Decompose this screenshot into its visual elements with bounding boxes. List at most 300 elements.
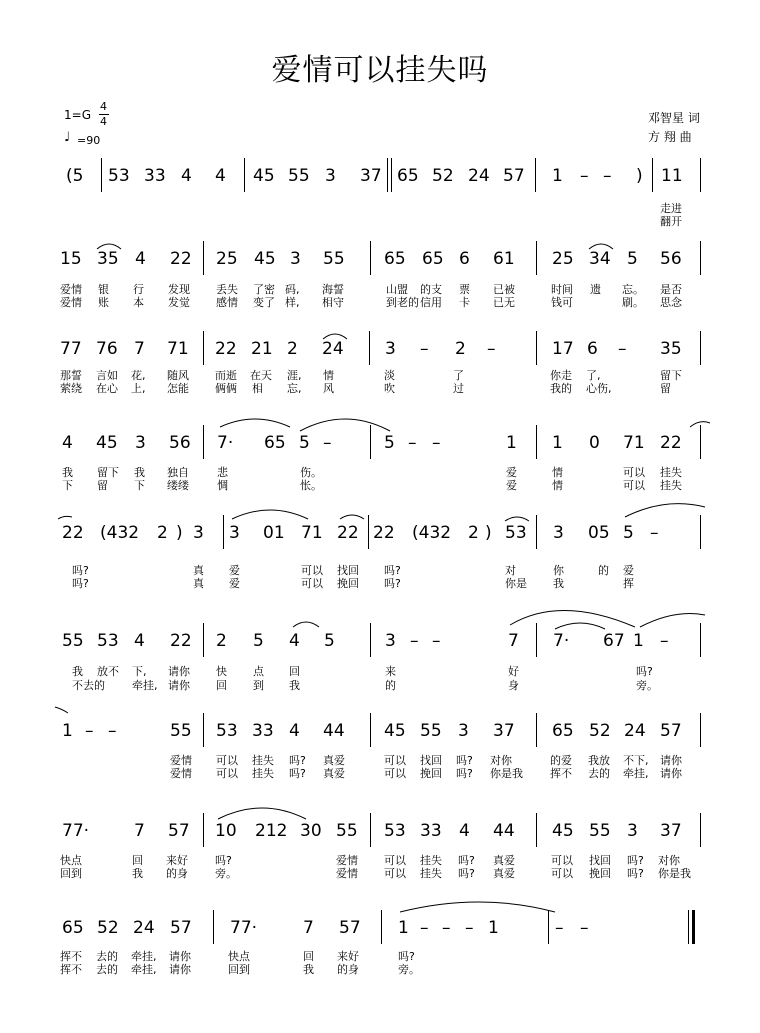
- score-row-9: [0, 910, 760, 1005]
- lyric: 回到: [60, 867, 82, 880]
- lyrics-verse-1: [0, 950, 760, 963]
- lyric: 卡: [459, 296, 470, 309]
- note: 3: [325, 166, 336, 186]
- note: 65: [384, 249, 406, 269]
- song-title: 爱情可以挂失吗: [271, 53, 489, 88]
- note: 25: [216, 249, 238, 269]
- note: 57: [339, 918, 361, 938]
- lyric: 了,: [586, 369, 601, 382]
- lyric: 怎能: [167, 382, 189, 395]
- lyric: 来好: [166, 854, 188, 867]
- note: 57: [503, 166, 525, 186]
- lyric: 可以: [301, 577, 323, 590]
- lyric: 放不: [97, 665, 119, 678]
- note: 5: [253, 631, 264, 651]
- note: 22: [62, 523, 84, 543]
- lyric: 我: [289, 679, 300, 692]
- note: 37: [493, 721, 515, 741]
- lyric: 请你: [168, 679, 190, 692]
- lyric: 在天: [250, 369, 272, 382]
- note: 53: [97, 631, 119, 651]
- note: 57: [168, 821, 190, 841]
- note: 22: [170, 249, 192, 269]
- lyrics-verse-1: [0, 854, 760, 867]
- lyric: 找回: [337, 564, 359, 577]
- lyric: 爱情: [336, 854, 358, 867]
- note: 44: [493, 821, 515, 841]
- note: 4: [289, 721, 300, 741]
- note: 17: [552, 339, 574, 359]
- note: 45: [552, 821, 574, 841]
- slur: [0, 515, 760, 555]
- lyric: 本: [133, 296, 144, 309]
- lyric: 回: [132, 854, 143, 867]
- note: 56: [660, 249, 682, 269]
- lyrics-verse-2: [0, 679, 760, 692]
- note: 45: [253, 166, 275, 186]
- note: 4: [459, 821, 470, 841]
- lyric: 爱情: [60, 283, 82, 296]
- lyric: 涯,: [287, 369, 302, 382]
- lyric: 丢失: [216, 283, 238, 296]
- lyric: 遗: [590, 283, 601, 296]
- lyric: 真爱: [493, 867, 515, 880]
- lyrics-verse-1: [0, 665, 760, 678]
- notation-line: [0, 158, 760, 198]
- note: 212: [255, 821, 288, 841]
- note: 3: [135, 433, 146, 453]
- note: 3: [229, 523, 240, 543]
- lyric: 样,: [285, 296, 300, 309]
- note: 7: [508, 631, 519, 651]
- note: 3: [290, 249, 301, 269]
- lyric: 了: [453, 369, 464, 382]
- note: 24: [133, 918, 155, 938]
- lyric: 爱: [506, 479, 517, 492]
- barline: [387, 158, 388, 192]
- lyric: 身: [508, 679, 519, 692]
- lyric: 牵挂,: [132, 679, 158, 692]
- note: 67: [603, 631, 625, 651]
- lyric: 缕缕: [167, 479, 189, 492]
- lyric: 回到: [228, 963, 250, 976]
- note: 3: [553, 523, 564, 543]
- lyric: 的身: [166, 867, 188, 880]
- note: 3: [385, 631, 396, 651]
- lyric: 是否: [660, 283, 682, 296]
- barline: [391, 158, 392, 192]
- note: 34: [589, 249, 611, 269]
- note: 77·: [230, 918, 258, 938]
- note: 53: [505, 523, 527, 543]
- lyric: 请你: [660, 754, 682, 767]
- lyric: 你是我: [658, 867, 691, 880]
- score-row-5: [0, 515, 760, 610]
- note: 76: [96, 339, 118, 359]
- note: 4: [289, 631, 300, 651]
- note: 24: [624, 721, 646, 741]
- time-signature-bottom: 4: [100, 115, 107, 128]
- lyric: 可以: [384, 867, 406, 880]
- note: –: [660, 631, 669, 651]
- note: 2: [216, 631, 227, 651]
- lyric: 可以: [623, 479, 645, 492]
- lyric: 忘。: [622, 283, 644, 296]
- note: 45: [96, 433, 118, 453]
- lyric: 山盟: [386, 283, 408, 296]
- lyric: 挥不: [550, 767, 572, 780]
- lyric: 可以: [551, 867, 573, 880]
- lyric: 挂失: [420, 867, 442, 880]
- note: 11: [661, 166, 683, 186]
- quarter-note-icon: ♩: [64, 130, 71, 145]
- lyric: 真: [193, 577, 204, 590]
- note: 22: [660, 433, 682, 453]
- key-signature: 1=G: [64, 108, 91, 122]
- lyric: 下: [134, 479, 145, 492]
- lyric: 真爱: [493, 854, 515, 867]
- note: 45: [384, 721, 406, 741]
- note: 77: [60, 339, 82, 359]
- slur: [0, 241, 760, 281]
- lyric: 真: [193, 564, 204, 577]
- lyric: 花,: [131, 369, 146, 382]
- lyric: 相守: [322, 296, 344, 309]
- note: 3: [193, 523, 204, 543]
- lyric: 而逝: [215, 369, 237, 382]
- note: 55: [336, 821, 358, 841]
- lyric: 点: [253, 665, 264, 678]
- lyric: 吗?: [289, 767, 306, 780]
- note: 35: [660, 339, 682, 359]
- lyric: 吗?: [627, 854, 644, 867]
- lyric: 可以: [623, 466, 645, 479]
- note: 5: [623, 523, 634, 543]
- note: –: [487, 339, 496, 359]
- score-row-3: [0, 331, 760, 426]
- lyric: 你是: [505, 577, 527, 590]
- lyric: 吗?: [72, 577, 89, 590]
- note: 10: [215, 821, 237, 841]
- lyric: 我: [62, 466, 73, 479]
- lyric: 挂失: [420, 854, 442, 867]
- lyric: 你是我: [490, 767, 523, 780]
- lyric: 发觉: [168, 296, 190, 309]
- note: 3: [627, 821, 638, 841]
- lyric: 吗?: [456, 754, 473, 767]
- lyric: 的身: [337, 963, 359, 976]
- note: –: [420, 918, 429, 938]
- lyric: 吗?: [636, 665, 653, 678]
- slur: [0, 623, 760, 663]
- note: –: [465, 918, 474, 938]
- lyric: 爱情: [336, 867, 358, 880]
- note: 1: [506, 433, 517, 453]
- lyrics-verse-2: [0, 963, 760, 976]
- lyric: 可以: [216, 767, 238, 780]
- note: 4: [215, 166, 226, 186]
- lyric: 已无: [493, 296, 515, 309]
- lyric: 牵挂,: [131, 950, 157, 963]
- note: 35: [97, 249, 119, 269]
- slur: [0, 910, 760, 950]
- lyric: 的支: [420, 283, 442, 296]
- lyric: 钱可: [551, 296, 573, 309]
- lyric: 爱: [229, 577, 240, 590]
- lyric: 情: [323, 369, 334, 382]
- lyric: 吗?: [458, 867, 475, 880]
- note: –: [650, 523, 659, 543]
- lyric: 好: [508, 665, 519, 678]
- lyric: 回: [216, 679, 227, 692]
- lyric: 吗?: [384, 564, 401, 577]
- lyric: 悲: [217, 466, 228, 479]
- lyric: 不去的: [72, 679, 105, 692]
- lyric: 挥不: [60, 950, 82, 963]
- note: 30: [300, 821, 322, 841]
- lyric: 爱: [623, 564, 634, 577]
- lyric: 心伤,: [586, 382, 612, 395]
- note: –: [85, 721, 94, 741]
- note: 61: [493, 249, 515, 269]
- lyric: 爱: [229, 564, 240, 577]
- lyric: 我的: [550, 382, 572, 395]
- lyric: 吗?: [215, 854, 232, 867]
- lyric: 翻开: [660, 215, 682, 228]
- lyric: 上,: [131, 382, 146, 395]
- lyric: 可以: [384, 754, 406, 767]
- note: 4: [62, 433, 73, 453]
- note: 5: [324, 631, 335, 651]
- lyric: 码,: [285, 283, 300, 296]
- lyric: 我: [72, 665, 83, 678]
- lyric: 走进: [660, 202, 682, 215]
- note: 57: [170, 918, 192, 938]
- lyric: 来好: [337, 950, 359, 963]
- note: 4: [134, 631, 145, 651]
- notation-line: [0, 331, 760, 371]
- lyric: 风: [323, 382, 334, 395]
- note: 4: [135, 249, 146, 269]
- notation-line: [0, 515, 760, 555]
- lyric: 已被: [493, 283, 515, 296]
- lyric: 去的: [588, 767, 610, 780]
- note: 21: [251, 339, 273, 359]
- lyrics-verse-2: [0, 382, 760, 395]
- lyric: 的爱: [550, 754, 572, 767]
- lyric: 伤。: [300, 466, 322, 479]
- lyric: 吗?: [289, 754, 306, 767]
- note: 55: [420, 721, 442, 741]
- score-row-4: [0, 425, 760, 520]
- lyric: 我: [303, 963, 314, 976]
- barline: [652, 158, 653, 192]
- lyric: 你走: [550, 369, 572, 382]
- lyric: 真爱: [323, 754, 345, 767]
- note: 5: [299, 433, 310, 453]
- lyric: 的: [598, 564, 609, 577]
- tempo-marking: =90: [77, 134, 101, 147]
- lyric: 来: [385, 665, 396, 678]
- lyric: 牵挂,: [131, 963, 157, 976]
- note: –: [442, 918, 451, 938]
- note: 2: [157, 523, 168, 543]
- lyric: 挂失: [660, 479, 682, 492]
- note: ): [485, 523, 492, 543]
- note: 7·: [217, 433, 234, 453]
- lyric: 下: [62, 479, 73, 492]
- lyric: 海誓: [322, 283, 344, 296]
- lyric: 相: [252, 382, 263, 395]
- lyric: 银: [98, 283, 109, 296]
- lyric: 情: [552, 479, 563, 492]
- note: 53: [108, 166, 130, 186]
- lyric: 吹: [384, 382, 395, 395]
- note: 22: [373, 523, 395, 543]
- note: (432: [100, 523, 140, 543]
- note: 1: [633, 631, 644, 651]
- note: 52: [432, 166, 454, 186]
- lyric: 言如: [96, 369, 118, 382]
- note: 25: [552, 249, 574, 269]
- note: ): [636, 166, 643, 186]
- lyric: 俩俩: [215, 382, 237, 395]
- lyric: 回: [303, 950, 314, 963]
- note: 55: [170, 721, 192, 741]
- lyric: 吗?: [398, 950, 415, 963]
- note: 33: [420, 821, 442, 841]
- note: –: [432, 631, 441, 651]
- lyrics-verse-1: [0, 754, 760, 767]
- notation-line: [0, 425, 760, 465]
- note: 22: [170, 631, 192, 651]
- note: 6: [587, 339, 598, 359]
- lyric: 留: [97, 479, 108, 492]
- lyric: 请你: [169, 950, 191, 963]
- note: 65: [422, 249, 444, 269]
- lyric: 怅。: [300, 479, 322, 492]
- lyric: 到老的: [386, 296, 419, 309]
- lyric: 旁。: [215, 867, 237, 880]
- barline: [101, 158, 102, 192]
- lyric: 过: [453, 382, 464, 395]
- lyric: 我: [134, 466, 145, 479]
- lyric: 可以: [301, 564, 323, 577]
- lyric: 请你: [168, 665, 190, 678]
- note: 5: [384, 433, 395, 453]
- barline: [700, 158, 701, 192]
- note: –: [580, 918, 589, 938]
- note: 3: [385, 339, 396, 359]
- lyric: 可以: [216, 754, 238, 767]
- note: 33: [252, 721, 274, 741]
- lyric: 随风: [167, 369, 189, 382]
- lyric: 请你: [660, 767, 682, 780]
- notation-line: [0, 813, 760, 853]
- lyric: 萦绕: [60, 382, 82, 395]
- note: 56: [169, 433, 191, 453]
- lyrics-verse-1: [0, 564, 760, 577]
- note: 65: [397, 166, 419, 186]
- lyric: 在心: [96, 382, 118, 395]
- lyric: 票: [459, 283, 470, 296]
- notation-line: [0, 241, 760, 281]
- note: 24: [468, 166, 490, 186]
- lyric: 的: [385, 679, 396, 692]
- note: –: [603, 166, 612, 186]
- note: ): [176, 523, 183, 543]
- lyric: 对你: [490, 754, 512, 767]
- score-row-7: [0, 713, 760, 808]
- note: 52: [589, 721, 611, 741]
- lyric: 爱情: [60, 296, 82, 309]
- lyric: 爱情: [170, 767, 192, 780]
- lyric: 感情: [216, 296, 238, 309]
- lyric: 爱情: [170, 754, 192, 767]
- lyric: 吗?: [456, 767, 473, 780]
- lyric: 真爱: [323, 767, 345, 780]
- lyric: 发现: [168, 283, 190, 296]
- lyric: 思念: [660, 296, 682, 309]
- note: 55: [589, 821, 611, 841]
- lyric: 淡: [384, 369, 395, 382]
- lyric: 行: [133, 283, 144, 296]
- lyrics-verse-2: [0, 577, 760, 590]
- lyric: 快: [216, 665, 227, 678]
- note: 55: [323, 249, 345, 269]
- lyric: 吗?: [384, 577, 401, 590]
- note: 77·: [62, 821, 90, 841]
- lyric: 挽回: [589, 867, 611, 880]
- note: –: [432, 433, 441, 453]
- note: 2: [287, 339, 298, 359]
- lyricist-credit: 邓智星 词: [648, 111, 700, 125]
- slur: [0, 331, 760, 371]
- composer-credit: 方 翔 曲: [648, 130, 692, 144]
- lyric: 你: [553, 564, 564, 577]
- lyric: 找回: [589, 854, 611, 867]
- lyrics-verse-2: [0, 296, 760, 309]
- note: 53: [216, 721, 238, 741]
- note: –: [108, 721, 117, 741]
- lyric: 留: [660, 382, 671, 395]
- note: 24: [322, 339, 344, 359]
- note: (432: [412, 523, 452, 543]
- note: 33: [144, 166, 166, 186]
- lyric: 吗?: [458, 854, 475, 867]
- lyric: 不下,: [623, 754, 649, 767]
- lyric: 请你: [169, 963, 191, 976]
- lyric: 惆: [217, 479, 228, 492]
- note: –: [420, 339, 429, 359]
- lyric: 那誓: [60, 369, 82, 382]
- lyric: 刷。: [622, 296, 644, 309]
- lyric: 快点: [228, 950, 250, 963]
- lyric: 留下: [97, 466, 119, 479]
- note: 7: [134, 339, 145, 359]
- note: 22: [337, 523, 359, 543]
- note: 37: [660, 821, 682, 841]
- lyric: 挂失: [252, 754, 274, 767]
- note: –: [408, 433, 417, 453]
- barline: [535, 158, 536, 192]
- lyrics-verse-1: [0, 283, 760, 296]
- note: (5: [66, 166, 84, 186]
- note: –: [410, 631, 419, 651]
- note: –: [555, 918, 564, 938]
- note: 15: [60, 249, 82, 269]
- lyric: 吗?: [72, 564, 89, 577]
